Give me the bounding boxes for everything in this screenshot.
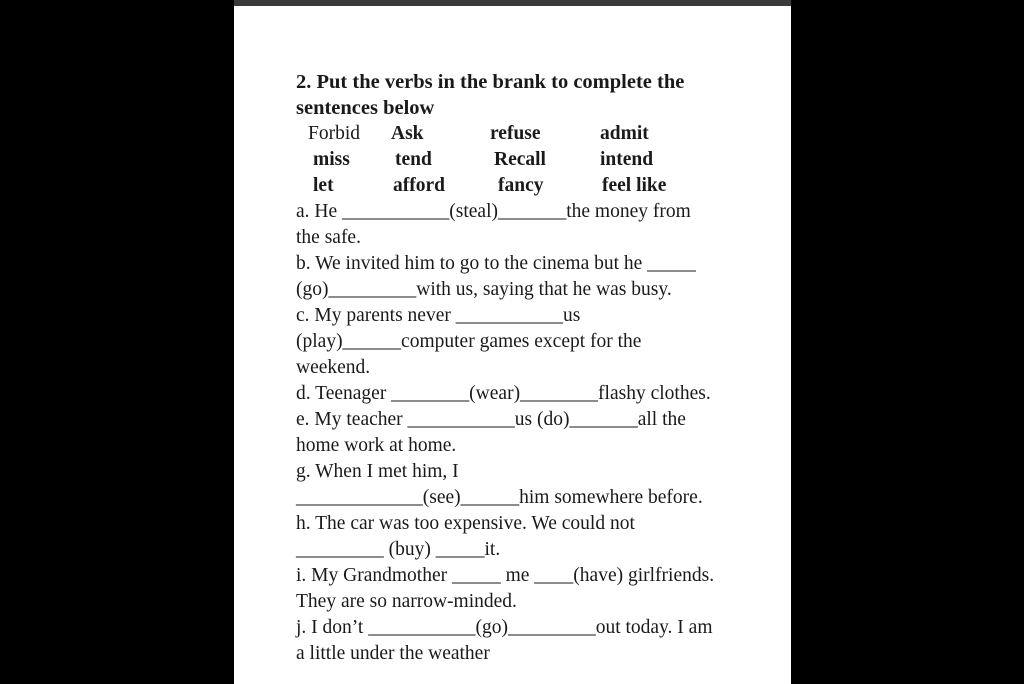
- bank-word: intend: [600, 149, 654, 170]
- sentence-line: c. My parents never ___________us: [296, 305, 581, 326]
- sentence-line: h. The car was too expensive. We could not: [296, 513, 635, 534]
- document-page: [234, 6, 791, 684]
- sentence-line: b. We invited him to go to the cinema but he _____: [296, 253, 696, 274]
- bank-word: miss: [313, 149, 350, 170]
- bank-word: Recall: [494, 149, 546, 170]
- exercise-sentences: [296, 199, 786, 667]
- bank-word: refuse: [490, 123, 541, 144]
- bank-word: admit: [600, 123, 649, 144]
- exercise-title: [296, 69, 786, 121]
- bank-word: let: [313, 175, 334, 196]
- bank-word: afford: [393, 175, 445, 196]
- sentence-line: a. He ___________(steal)_______the money from: [296, 201, 691, 222]
- title-line-1: 2. Put the verbs in the brank to complete the: [296, 71, 685, 93]
- bank-word: tend: [395, 149, 432, 170]
- bank-word: fancy: [498, 175, 544, 196]
- sentence-line: a little under the weather: [296, 643, 490, 664]
- sentence-line: d. Teenager ________(wear)________flashy clothes.: [296, 383, 711, 404]
- bank-word: Forbid: [308, 123, 361, 144]
- sentence-line: (play)______computer games except for the: [296, 331, 642, 352]
- sentence-line: They are so narrow-minded.: [296, 591, 517, 612]
- sentence-line: _________ (buy) _____it.: [296, 539, 501, 560]
- bank-word: feel like: [602, 175, 667, 196]
- sentence-line: g. When I met him, I: [296, 461, 459, 482]
- sentence-line: j. I don’t ___________(go)_________out today. I am: [296, 617, 713, 638]
- sentence-line: i. My Grandmother _____ me ____(have) girlfriends.: [296, 565, 715, 586]
- sentence-line: _____________(see)______him somewhere before.: [296, 487, 703, 508]
- sentence-line: home work at home.: [296, 435, 457, 456]
- sentence-line: weekend.: [296, 357, 371, 378]
- title-line-2: sentences below: [296, 97, 435, 119]
- exercise-content: [296, 69, 786, 667]
- sentence-line: e. My teacher ___________us (do)_______all the: [296, 409, 686, 430]
- bank-word: Ask: [391, 123, 424, 144]
- sentence-line: (go)_________with us, saying that he was busy.: [296, 279, 672, 300]
- sentence-line: the safe.: [296, 227, 361, 248]
- word-bank: [296, 121, 786, 199]
